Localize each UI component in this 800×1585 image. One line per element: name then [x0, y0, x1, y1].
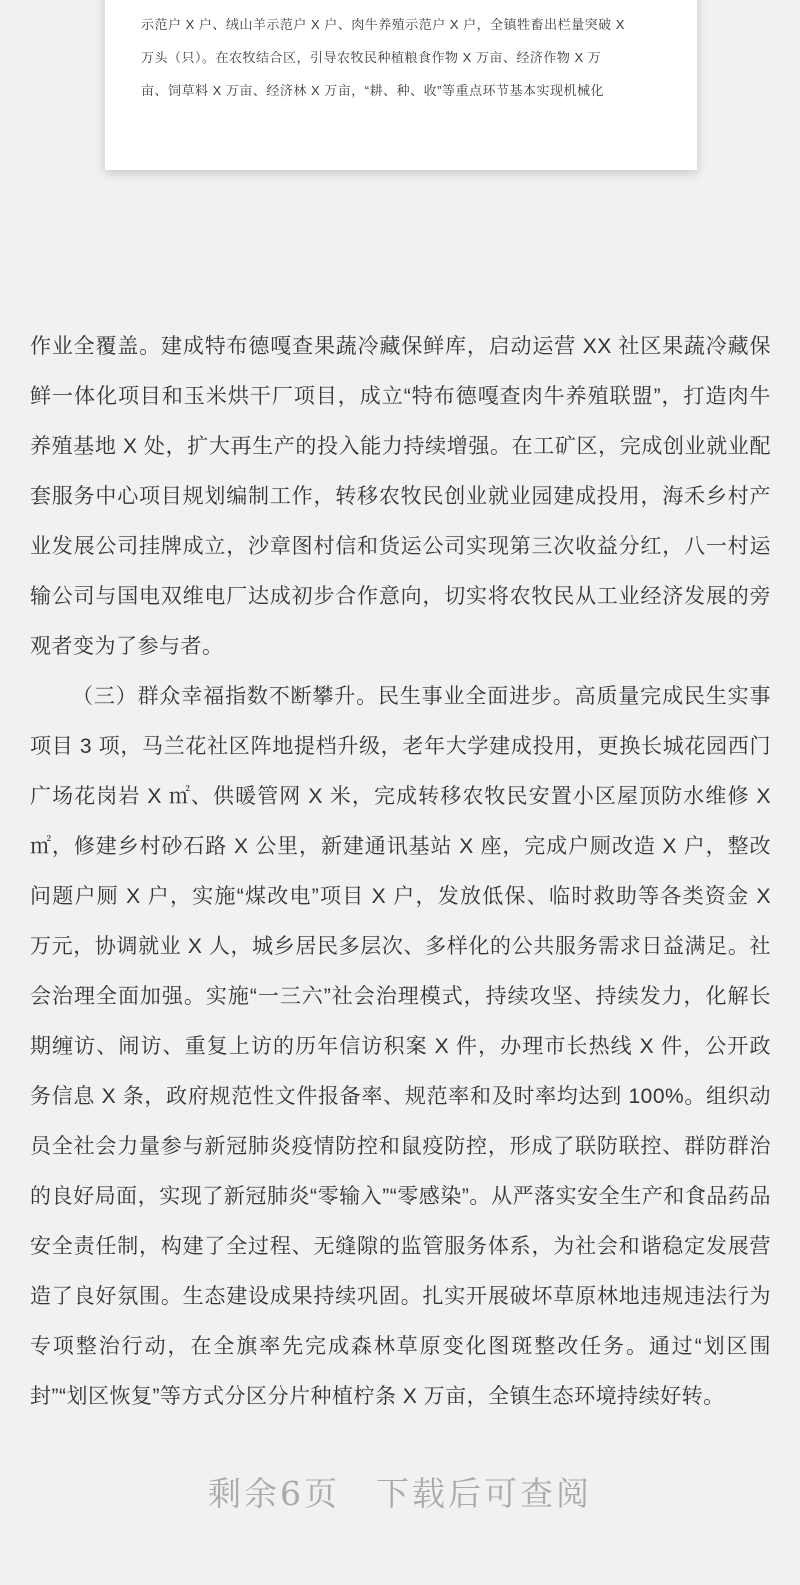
previous-page-text-line: 示范户 X 户、绒山羊示范户 X 户、肉牛养殖示范户 X 户，全镇牲畜出栏量突破 X	[141, 17, 625, 32]
remaining-pages-text: 剩余6页 下载后可查阅	[208, 1474, 592, 1513]
paragraph-section-three: （三）群众幸福指数不断攀升。民生事业全面进步。高质量完成民生实事项目 3 项，马兰花社区阵地提档升级，老年大学建成投用，更换长城花园西门广场花岗岩 X ㎡、供暖管网 X 米，完成转移农牧民安置小区屋顶防水维修 X ㎡，修建乡村砂石路 X 公里，新建通讯基站 X 座，完成户厕改造 X 户，整改问题户厕 X 户，实施“煤改电”项目 X 户，发放低保、临时救助等各类资金 X 万元，协调就业 X 人，城乡居民多层次、多样化的公共服务需求日益满足。社会治理全面加强。实施“一三六”社会治理模式，持续攻坚、持续发力，化解长期缠访、闹访、重复上访的历年信访积案 X 件，办理市长热线 X 件，公开政务信息 X 条，政府规范性文件报备率、规范率和及时率均达到 100%。组织动员全社会力量参与新冠肺炎疫情防控和鼠疫防控，形成了联防联控、群防群治的良好局面，实现了新冠肺炎“零输入”“零感染”。从严落实安全生产和食品药品安全责任制，构建了全过程、无缝隙的监管服务体系，为社会和谐稳定发展营造了良好氛围。生态建设成果持续巩固。扎实开展破坏草原林地违规违法行为专项整治行动，在全旗率先完成森林草原变化图斑整改任务。通过“划区围封”“划区恢复”等方式分区分片种植柠条 X 万亩，全镇生态环境持续好转。	[30, 685, 771, 1408]
document-body	[30, 322, 771, 1422]
previous-page-card	[105, 0, 697, 170]
remaining-pages-notice	[0, 1468, 800, 1515]
previous-page-text-line: 亩、饲草料 X 万亩、经济林 X 万亩，“耕、种、收”等重点环节基本实现机械化	[141, 83, 604, 98]
paragraph-continuation: 作业全覆盖。建成特布德嘎查果蔬冷藏保鲜库，启动运营 XX 社区果蔬冷藏保鲜一体化项目和玉米烘干厂项目，成立“特布德嘎查肉牛养殖联盟”，打造肉牛养殖基地 X 处，扩大再生产的投入能力持续增强。在工矿区，完成创业就业配套服务中心项目规划编制工作，转移农牧民创业就业园建成投用，海禾乡村产业发展公司挂牌成立，沙章图村信和货运公司实现第三次收益分红，八一村运输公司与国电双维电厂达成初步合作意向，切实将农牧民从工业经济发展的旁观者变为了参与者。	[30, 335, 771, 658]
previous-page-text-line: 万头（只）。在农牧结合区，引导农牧民种植粮食作物 X 万亩、经济作物 X 万	[141, 50, 602, 65]
